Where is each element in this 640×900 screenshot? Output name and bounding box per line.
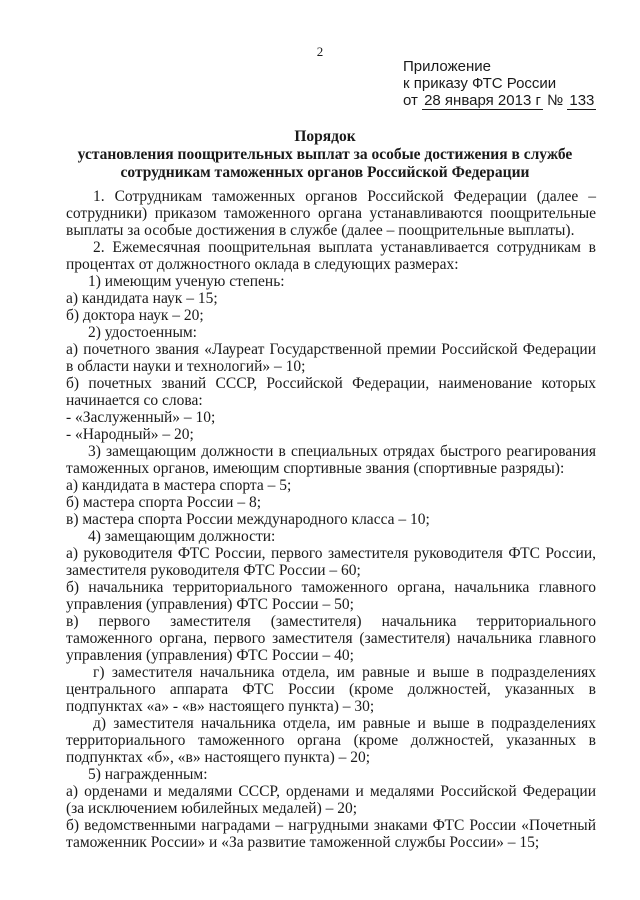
- title-line-3: сотрудникам таможенных органов Российской Федерации: [120, 164, 530, 181]
- order-date: 28 января 2013 г: [424, 92, 541, 109]
- paragraph: в) мастера спорта России международного класса – 10;: [66, 511, 430, 528]
- document-body: [66, 188, 596, 851]
- title-line-1: Порядок: [294, 128, 356, 145]
- paragraph: б) ведомственными наградами – нагрудными знаками ФТС России «Почетный таможенник России» и «За развитие таможенной службы России» – 15;: [66, 817, 596, 851]
- paragraph: 1. Сотрудникам таможенных органов Российской Федерации (далее – сотрудники) приказом таможенного органа устанавливаются поощрительные выплаты за особые достижения в службе (далее – поощрительные выплаты).: [66, 188, 596, 239]
- appendix-title: Приложение: [403, 58, 491, 75]
- paragraph: - «Заслуженный» – 10;: [66, 409, 216, 426]
- paragraph: 5) награжденным:: [88, 766, 208, 783]
- paragraph: 2. Ежемесячная поощрительная выплата устанавливается сотрудникам в процентах от должностного оклада в следующих размерах:: [66, 239, 596, 273]
- document-title: [60, 128, 590, 182]
- paragraph: 4) замещающим должности:: [88, 528, 276, 545]
- paragraph: а) руководителя ФТС России, первого заместителя руководителя ФТС России, заместителя руководителя ФТС России – 60;: [66, 545, 596, 579]
- appendix-date-line: [403, 92, 596, 109]
- paragraph: б) доктора наук – 20;: [66, 307, 204, 324]
- paragraph: 2) удостоенным:: [88, 324, 197, 341]
- paragraph: а) орденами и медалями СССР, орденами и медалями Российской Федерации (за исключением юбилейных медалей) – 20;: [66, 783, 596, 817]
- title-line-2: установления поощрительных выплат за особые достижения в службе: [77, 146, 573, 163]
- date-prefix: от: [403, 92, 418, 109]
- paragraph: д) заместителя начальника отдела, им равные и выше в подразделениях территориального таможенного органа (кроме должностей, указанных в подпунктах «б», «в» настоящего пункта) – 20;: [66, 715, 596, 766]
- paragraph: а) кандидата наук – 15;: [66, 290, 218, 307]
- appendix-order-ref: к приказу ФТС России: [403, 75, 557, 92]
- paragraph: 3) замещающим должности в специальных отрядах быстрого реагирования таможенных органов, имеющим спортивные звания (спортивные разряды):: [66, 443, 596, 477]
- paragraph: в) первого заместителя (заместителя) начальника территориального таможенного органа, первого заместителя (заместителя) начальника главного управления (управления) ФТС России – 40;: [66, 613, 596, 664]
- page-number: 2: [316, 44, 324, 59]
- appendix-header: [403, 58, 596, 109]
- paragraph: б) почетных званий СССР, Российской Федерации, наименование которых начинается со слова:: [66, 375, 596, 409]
- paragraph: - «Народный» – 20;: [66, 426, 194, 443]
- paragraph: г) заместителя начальника отдела, им равные и выше в подразделениях центрального аппарата ФТС России (кроме должностей, указанных в подпунктах «а» - «в» настоящего пункта) – 30;: [66, 664, 596, 715]
- paragraph: а) кандидата в мастера спорта – 5;: [66, 477, 292, 494]
- paragraph: 1) имеющим ученую степень:: [88, 273, 285, 290]
- number-prefix: №: [547, 92, 564, 109]
- paragraph: б) начальника территориального таможенного органа, начальника главного управления (управления) ФТС России – 50;: [66, 579, 596, 613]
- paragraph: а) почетного звания «Лауреат Государственной премии Российской Федерации в области науки и технологий» – 10;: [66, 341, 596, 375]
- paragraph: б) мастера спорта России – 8;: [66, 494, 262, 511]
- order-number: 133: [569, 92, 595, 109]
